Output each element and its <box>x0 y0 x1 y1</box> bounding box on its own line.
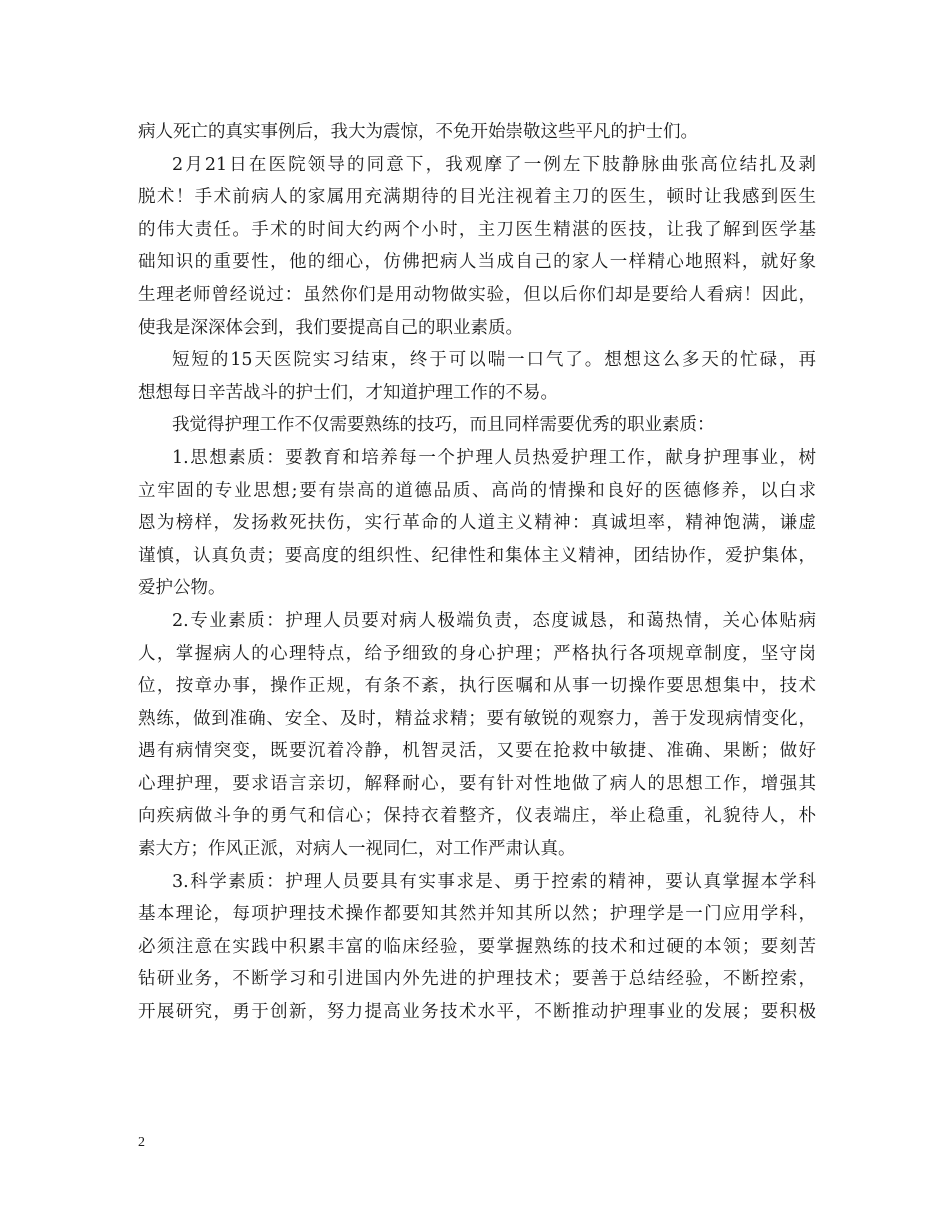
text-line: 生理老师曾经说过：虽然你们是用动物做实验，但以后你们却是要给人看病！因此， <box>138 284 816 305</box>
body-text <box>138 116 816 1029</box>
text-line: 钻研业务，不断学习和引进国内外先进的护理技术；要善于总结经验，不断控索， <box>138 969 816 990</box>
text-line: 2.专业素质：护理人员要对病人极端负责，态度诚恳，和蔼热情，关心体贴病 <box>172 610 816 631</box>
text-line: 病人死亡的真实事例后，我大为震惊，不免开始崇敬这些平凡的护士们。 <box>138 122 698 142</box>
text-line: 向疾病做斗争的勇气和信心；保持衣着整齐，仪表端庄，举止稳重，礼貌待人，朴 <box>138 806 816 827</box>
text-line: 2月21日在医院领导的同意下，我观摩了一例左下肢静脉曲张高位结扎及剥 <box>172 154 816 175</box>
text-line: 开展研究，勇于创新，努力提高业务技术水平，不断推动护理事业的发展；要积极 <box>138 1002 816 1023</box>
text-line: 脱术！手术前病人的家属用充满期待的目光注视着主刀的医生，顿时让我感到医生 <box>138 187 816 208</box>
text-line: 3.科学素质：护理人员要具有实事求是、勇于控索的精神，要认真掌握本学科 <box>172 871 816 892</box>
text-line: 恩为榜样，发扬救死扶伤，实行革命的人道主义精神：真诚坦率，精神饱满，谦虚 <box>138 513 816 534</box>
text-line: 素大方；作风正派，对病人一视同仁，对工作严肃认真。 <box>138 839 576 860</box>
text-line: 爱护公物。 <box>138 578 226 599</box>
text-line: 人，掌握病人的心理特点，给予细致的身心护理；严格执行各项规章制度，坚守岗 <box>138 643 816 664</box>
text-line: 的伟大责任。手术的时间大约两个小时，主刀医生精湛的医技，让我了解到医学基 <box>138 219 816 240</box>
text-line: 我觉得护理工作不仅需要熟练的技巧，而且同样需要优秀的职业素质： <box>172 415 715 436</box>
text-line: 础知识的重要性，他的细心，仿佛把病人当成自己的家人一样精心地照料，就好象 <box>138 252 816 273</box>
text-line: 短短的15天医院实习结束，终于可以喘一口气了。想想这么多天的忙碌，再 <box>172 350 816 371</box>
text-line: 心理护理，要求语言亲切，解释耐心，要有针对性地做了病人的思想工作，增强其 <box>138 773 816 794</box>
text-line: 使我是深深体会到，我们要提高自己的职业素质。 <box>138 317 523 338</box>
text-line: 基本理论，每项护理技术操作都要知其然并知其所以然；护理学是一门应用学科， <box>138 904 816 925</box>
text-line: 遇有病情突变，既要沉着冷静，机智灵活，又要在抢救中敏捷、准确、果断；做好 <box>138 741 816 762</box>
text-line: 位，按章办事，操作正规，有条不紊，执行医嘱和从事一切操作要思想集中，技术 <box>138 676 816 697</box>
text-line: 必须注意在实践中积累丰富的临床经验，要掌握熟练的技术和过硬的本领；要刻苦 <box>138 936 816 957</box>
text-line: 熟练，做到准确、安全、及时，精益求精；要有敏锐的观察力，善于发现病情变化， <box>138 708 816 729</box>
text-line: 谨慎，认真负责；要高度的组织性、纪律性和集体主义精神，团结协作，爱护集体， <box>138 545 816 566</box>
text-line: 1.思想素质：要教育和培养每一个护理人员热爱护理工作，献身护理事业，树 <box>172 447 816 468</box>
text-line: 立牢固的专业思想;要有崇高的道德品质、高尚的情操和良好的医德修养，以白求 <box>138 480 816 501</box>
page-number: 2 <box>138 1135 145 1150</box>
text-line: 想想每日辛苦战斗的护士们，才知道护理工作的不易。 <box>138 382 558 403</box>
